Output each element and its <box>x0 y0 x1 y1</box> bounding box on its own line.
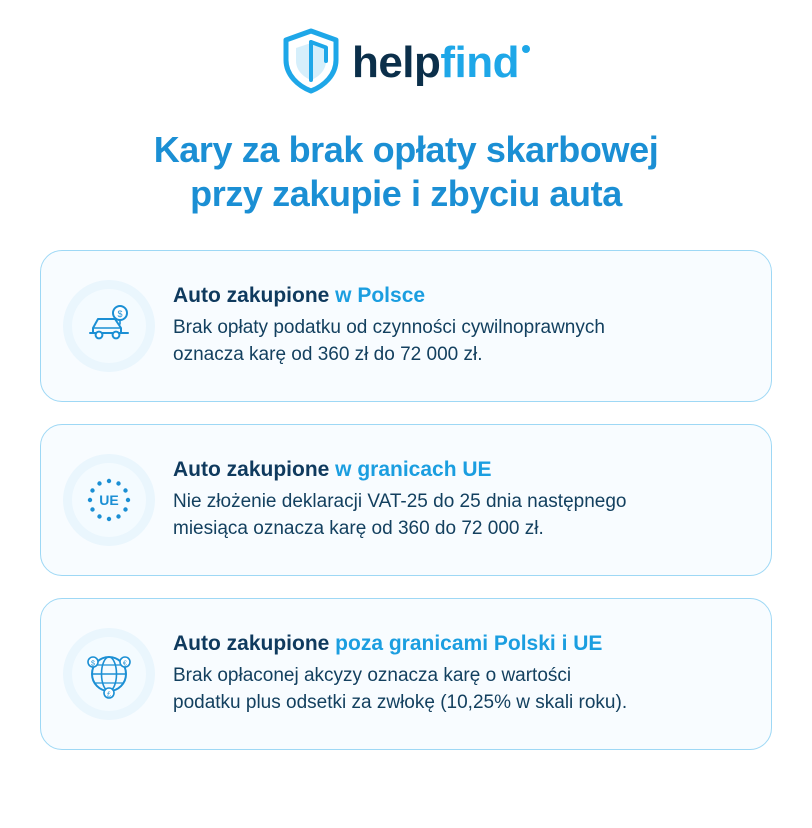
card-heading-primary: Auto zakupione <box>173 631 336 655</box>
globe-with-currency-icon <box>72 637 146 711</box>
card-description <box>173 489 739 543</box>
card-heading-accent: w granicach UE <box>335 457 492 481</box>
card-heading-accent: poza granicami Polski i UE <box>335 631 603 655</box>
card-list <box>0 250 812 750</box>
brand-name-find: find <box>440 38 520 87</box>
card-icon-container <box>63 280 155 372</box>
svg-text:$: $ <box>91 660 95 668</box>
card-auto-outside-eu <box>40 598 772 750</box>
card-heading-accent: w Polsce <box>335 283 426 307</box>
page-title <box>0 128 812 216</box>
shield-icon <box>282 28 340 99</box>
card-body <box>173 457 745 543</box>
brand-name-help: help <box>351 38 441 87</box>
card-heading <box>173 631 739 657</box>
card-description-line-1: Brak opłaconej akcyzy oznacza karę o wartości <box>173 664 572 686</box>
card-body <box>173 283 745 369</box>
brand-logo <box>0 0 812 100</box>
card-auto-poland <box>40 250 772 402</box>
eu-stars-badge-icon <box>72 463 146 537</box>
svg-text:£: £ <box>107 691 111 699</box>
card-heading-primary: Auto zakupione <box>173 457 336 481</box>
svg-text:$: $ <box>117 308 123 319</box>
brand-dot-icon <box>522 45 530 53</box>
card-description-line-2: miesiąca oznacza karę od 360 do 72 000 zł. <box>173 517 544 539</box>
car-with-money-tag-icon <box>72 289 146 363</box>
page-title-line-2: przy zakupie i zbyciu auta <box>190 172 622 214</box>
card-icon-container <box>63 628 155 720</box>
card-icon-container <box>63 454 155 546</box>
card-description <box>173 315 739 369</box>
page-title-line-1: Kary za brak opłaty skarbowej <box>153 129 659 170</box>
svg-text:UE: UE <box>99 491 119 508</box>
card-description-line-1: Nie złożenie deklaracji VAT-25 do 25 dnia następnego <box>173 490 627 512</box>
card-auto-eu <box>40 424 772 576</box>
card-heading <box>173 457 739 483</box>
card-description-line-1: Brak opłaty podatku od czynności cywilnoprawnych <box>173 316 605 338</box>
svg-text:€: € <box>123 660 127 668</box>
card-heading-primary: Auto zakupione <box>173 283 336 307</box>
card-description-line-2: oznacza karę od 360 zł do 72 000 zł. <box>173 343 483 365</box>
card-description-line-2: podatku plus odsetki za zwłokę (10,25% w skali roku). <box>173 691 628 713</box>
card-description <box>173 663 739 717</box>
card-heading <box>173 283 739 309</box>
card-body <box>173 631 745 717</box>
brand-wordmark <box>351 38 530 87</box>
